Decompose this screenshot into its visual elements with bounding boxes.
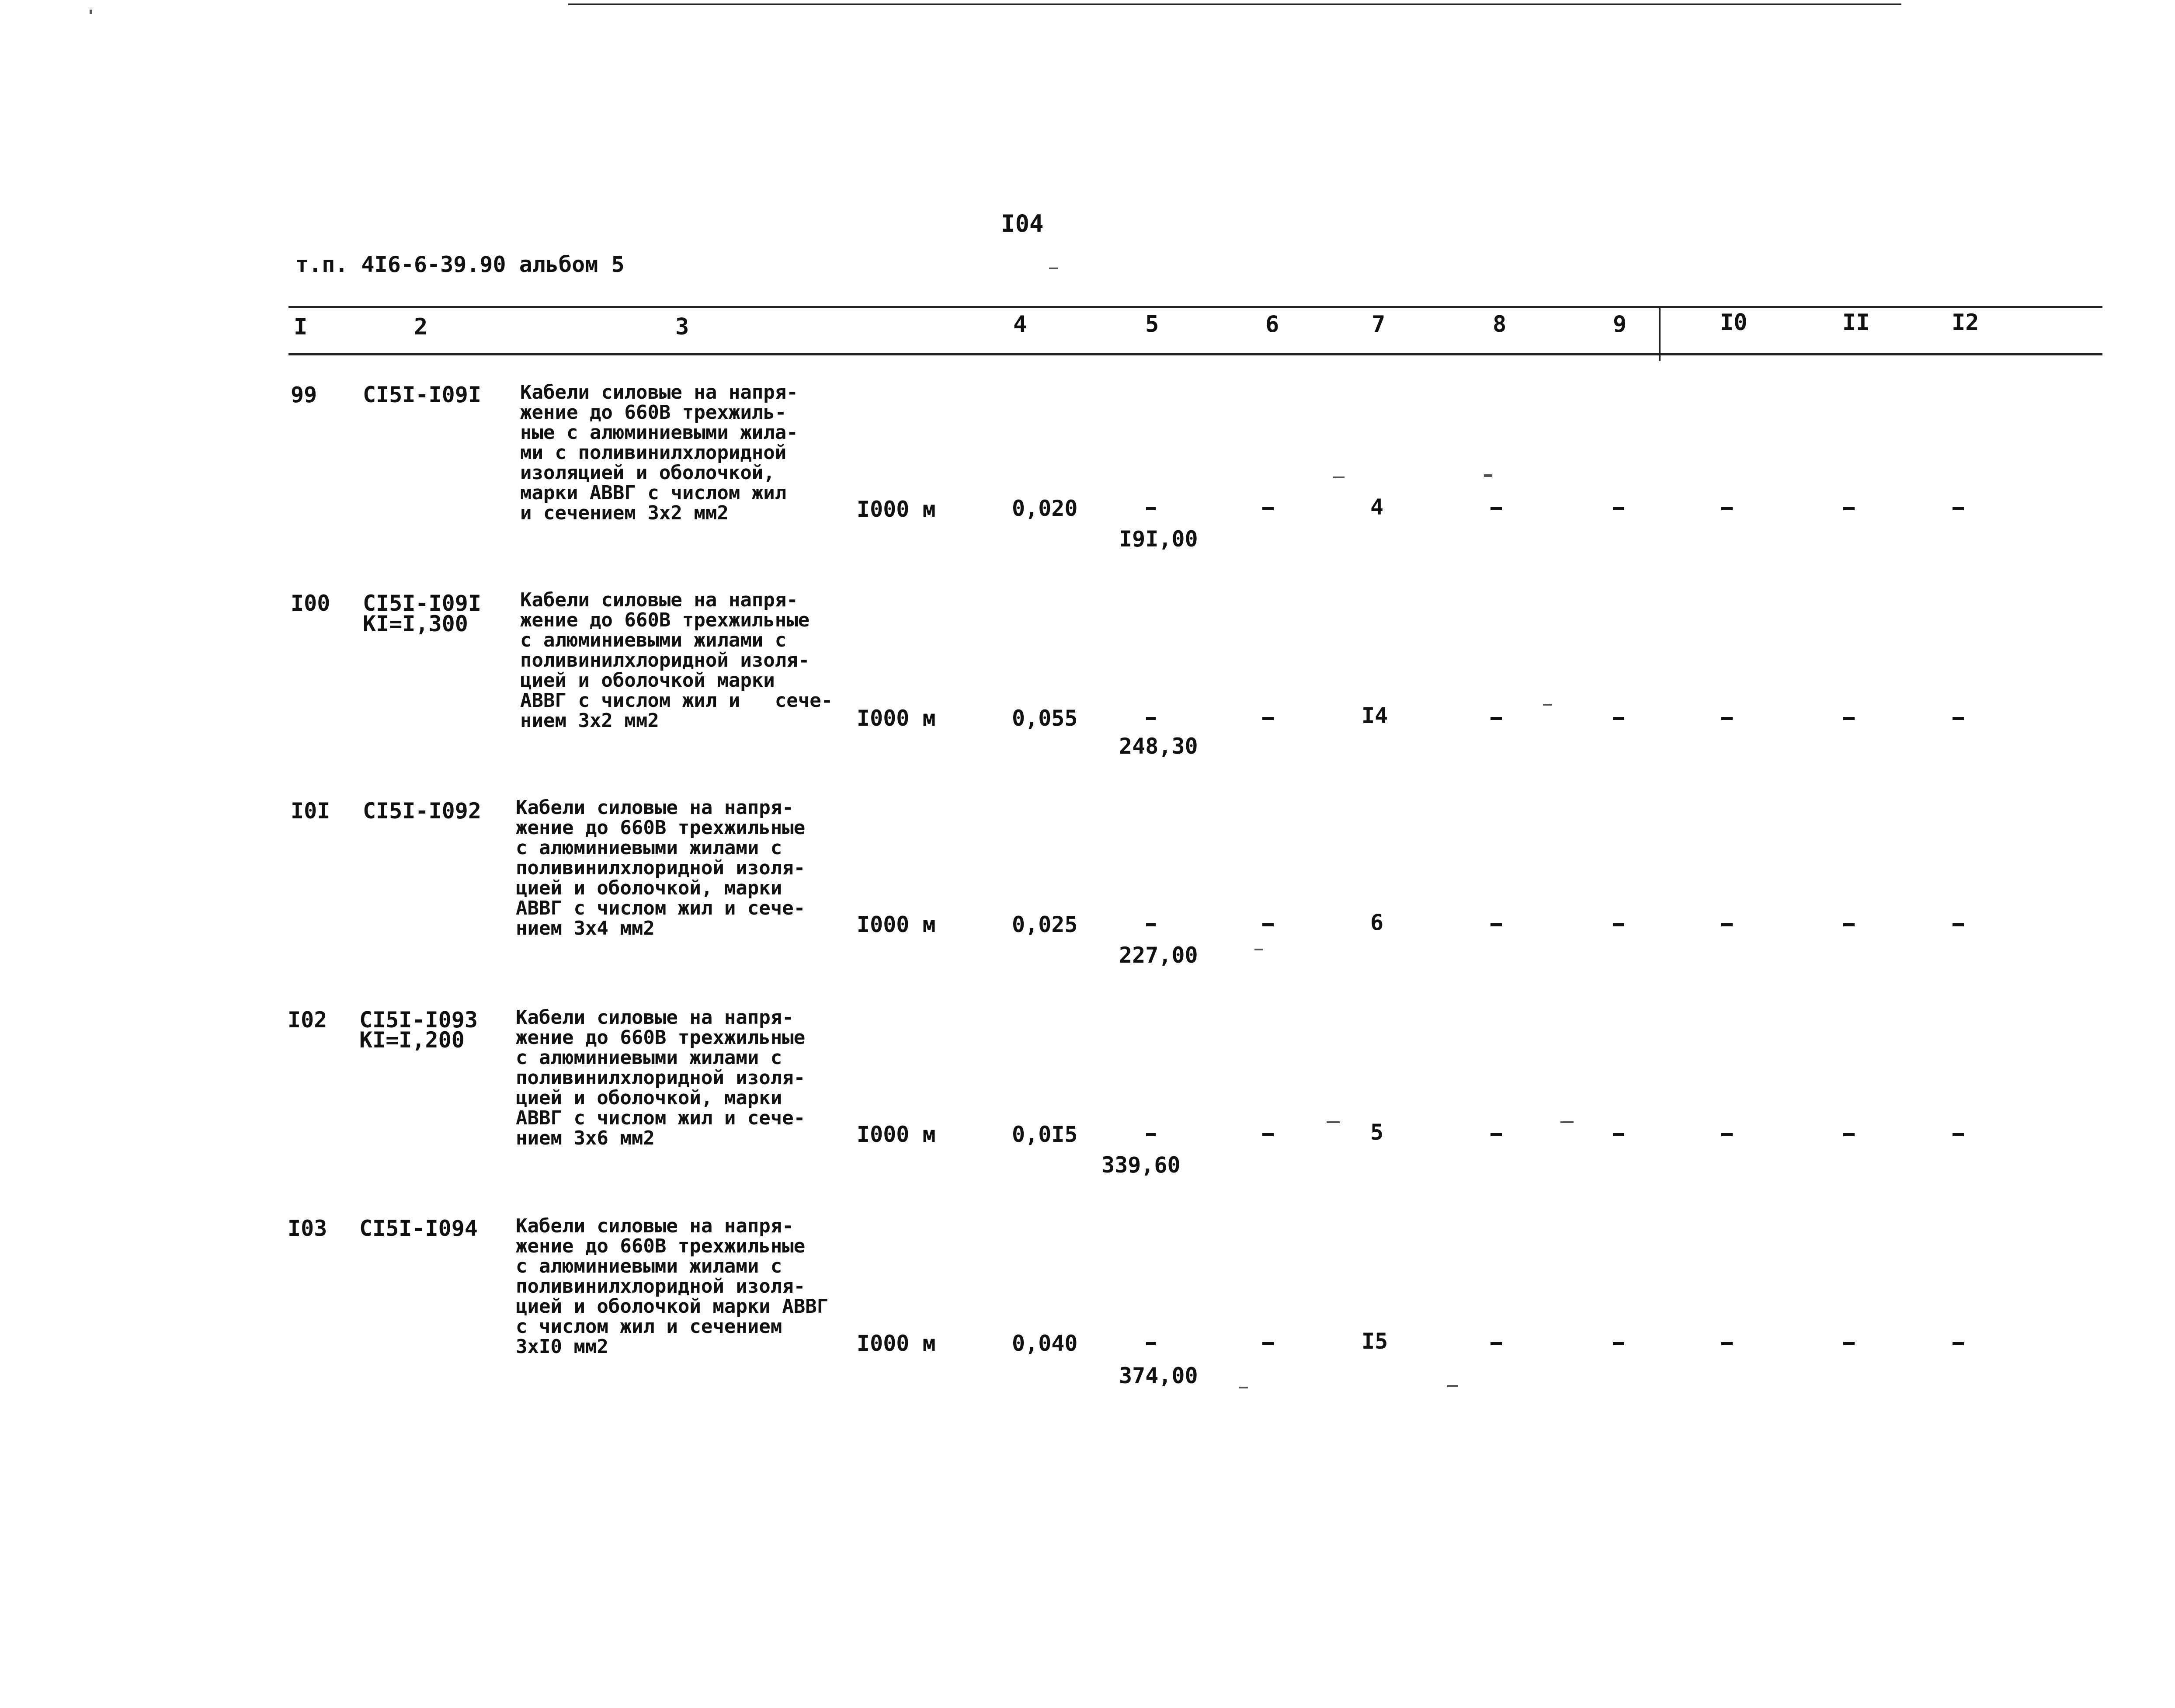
empty-cell-dash [1491, 717, 1502, 720]
empty-cell-dash [1953, 923, 1964, 926]
quantity: 0,020 [1012, 496, 1078, 521]
column-7-value: 6 [1370, 910, 1384, 935]
scan-speck [1484, 474, 1492, 477]
column-header-4: 4 [1013, 311, 1027, 337]
empty-cell-dash [1491, 923, 1502, 926]
empty-cell-dash [1613, 1133, 1624, 1136]
resource-code: CI5I-I09I [363, 591, 481, 616]
row-number: 99 [291, 382, 317, 407]
coefficient: KI=I,300 [363, 611, 468, 637]
price: 227,00 [1119, 943, 1198, 968]
table-header-bottom-rule [288, 353, 2102, 355]
document-reference: т.п. 4I6-6-39.90 альбом 5 [295, 252, 625, 277]
column-header-11: II [1842, 310, 1870, 336]
unit: I000 м [857, 706, 936, 731]
empty-cell-dash [1146, 1133, 1156, 1136]
column-header-5: 5 [1145, 311, 1159, 337]
column-7-value: 5 [1370, 1120, 1384, 1145]
empty-cell-dash [1491, 1342, 1502, 1345]
column-header-12: I2 [1952, 310, 1979, 336]
empty-cell-dash [1843, 507, 1855, 510]
empty-cell-dash [1613, 1342, 1624, 1345]
empty-cell-dash [1491, 1133, 1502, 1136]
empty-cell-dash [1613, 717, 1624, 720]
row-number: I00 [291, 591, 330, 616]
unit: I000 м [857, 1331, 936, 1356]
page-number: I04 [1001, 210, 1044, 237]
scan-speck [1254, 949, 1263, 950]
scan-speck [90, 10, 92, 14]
column-7-value: 4 [1370, 494, 1384, 520]
empty-cell-dash [1262, 1133, 1274, 1136]
resource-code: CI5I-I093 [359, 1007, 478, 1033]
coefficient: KI=I,200 [359, 1027, 465, 1053]
resource-code: CI5I-I094 [359, 1216, 478, 1241]
price: 374,00 [1119, 1363, 1198, 1388]
column-header-7: 7 [1372, 311, 1386, 337]
quantity: 0,025 [1012, 912, 1078, 937]
empty-cell-dash [1262, 717, 1274, 720]
empty-cell-dash [1721, 507, 1733, 510]
item-description: Кабели силовые на напря- жение до 660В трехжильные с алюминиевыми жилами с поливинилхлоридной изоля- цией и оболочкой марки АВВГ с числом жил и сече- нием 3х2 мм2 [520, 589, 833, 732]
column-7-value: I4 [1362, 703, 1388, 728]
empty-cell-dash [1613, 507, 1624, 510]
empty-cell-dash [1146, 507, 1156, 510]
empty-cell-dash [1953, 1133, 1964, 1136]
unit: I000 м [857, 497, 936, 522]
scan-speck [1560, 1121, 1574, 1123]
scan-speck [1239, 1387, 1248, 1388]
empty-cell-dash [1953, 1342, 1964, 1345]
empty-cell-dash [1721, 1133, 1733, 1136]
empty-cell-dash [1843, 1342, 1855, 1345]
empty-cell-dash [1146, 1342, 1156, 1345]
unit: I000 м [857, 912, 936, 937]
column-header-3: 3 [675, 314, 689, 340]
quantity: 0,040 [1012, 1331, 1078, 1356]
row-number: I0I [291, 798, 330, 824]
empty-cell-dash [1721, 717, 1733, 720]
item-description: Кабели силовые на напря- жение до 660В трехжильные с алюминиевыми жилами с поливинилхлоридной изоля- цией и оболочкой марки АВВГ с числом жил и сечением 3хI0 мм2 [516, 1215, 829, 1358]
item-description: Кабели силовые на напря- жение до 660В трехжиль- ные с алюминиевыми жила- ми с поливинилхлоридной изоляцией и оболочкой, марки АВВГ с числом жил и сечением 3х2 мм2 [520, 381, 798, 524]
empty-cell-dash [1953, 507, 1964, 510]
price: 248,30 [1119, 734, 1198, 759]
scan-speck [1447, 1385, 1458, 1387]
quantity: 0,0I5 [1012, 1122, 1078, 1147]
empty-cell-dash [1721, 1342, 1733, 1345]
empty-cell-dash [1843, 923, 1855, 926]
empty-cell-dash [1146, 923, 1156, 926]
empty-cell-dash [1843, 1133, 1855, 1136]
table-header-top-rule [288, 306, 2102, 308]
column-header-1: I [294, 314, 308, 340]
scan-speck [1049, 268, 1058, 269]
quantity: 0,055 [1012, 706, 1078, 731]
unit: I000 м [857, 1122, 936, 1147]
resource-code: CI5I-I092 [363, 798, 481, 824]
empty-cell-dash [1953, 717, 1964, 720]
item-description: Кабели силовые на напря- жение до 660В трехжильные с алюминиевыми жилами с поливинилхлоридной изоля- цией и оболочкой, марки АВВГ с числом жил и сече- нием 3х4 мм2 [516, 797, 806, 939]
column-header-10: I0 [1720, 310, 1748, 336]
empty-cell-dash [1262, 1342, 1274, 1345]
table-header-divider [1659, 306, 1661, 361]
column-header-2: 2 [414, 314, 428, 340]
empty-cell-dash [1491, 507, 1502, 510]
column-header-9: 9 [1613, 311, 1627, 337]
item-description: Кабели силовые на напря- жение до 660В трехжильные с алюминиевыми жилами с поливинилхлоридной изоля- цией и оболочкой, марки АВВГ с числом жил и сече- нием 3х6 мм2 [516, 1006, 806, 1149]
resource-code: CI5I-I09I [363, 382, 481, 407]
price: I9I,00 [1119, 526, 1198, 552]
row-number: I03 [288, 1216, 327, 1241]
empty-cell-dash [1721, 923, 1733, 926]
column-header-6: 6 [1265, 311, 1279, 337]
empty-cell-dash [1146, 717, 1156, 720]
column-header-8: 8 [1493, 311, 1507, 337]
empty-cell-dash [1613, 923, 1624, 926]
empty-cell-dash [1843, 717, 1855, 720]
top-scan-edge [568, 3, 1901, 5]
empty-cell-dash [1262, 507, 1274, 510]
scan-speck [1333, 477, 1345, 478]
row-number: I02 [288, 1007, 327, 1033]
price: 339,60 [1101, 1152, 1181, 1178]
column-7-value: I5 [1362, 1329, 1388, 1354]
empty-cell-dash [1262, 923, 1274, 926]
scan-speck [1327, 1121, 1340, 1123]
scan-speck [1543, 704, 1552, 706]
